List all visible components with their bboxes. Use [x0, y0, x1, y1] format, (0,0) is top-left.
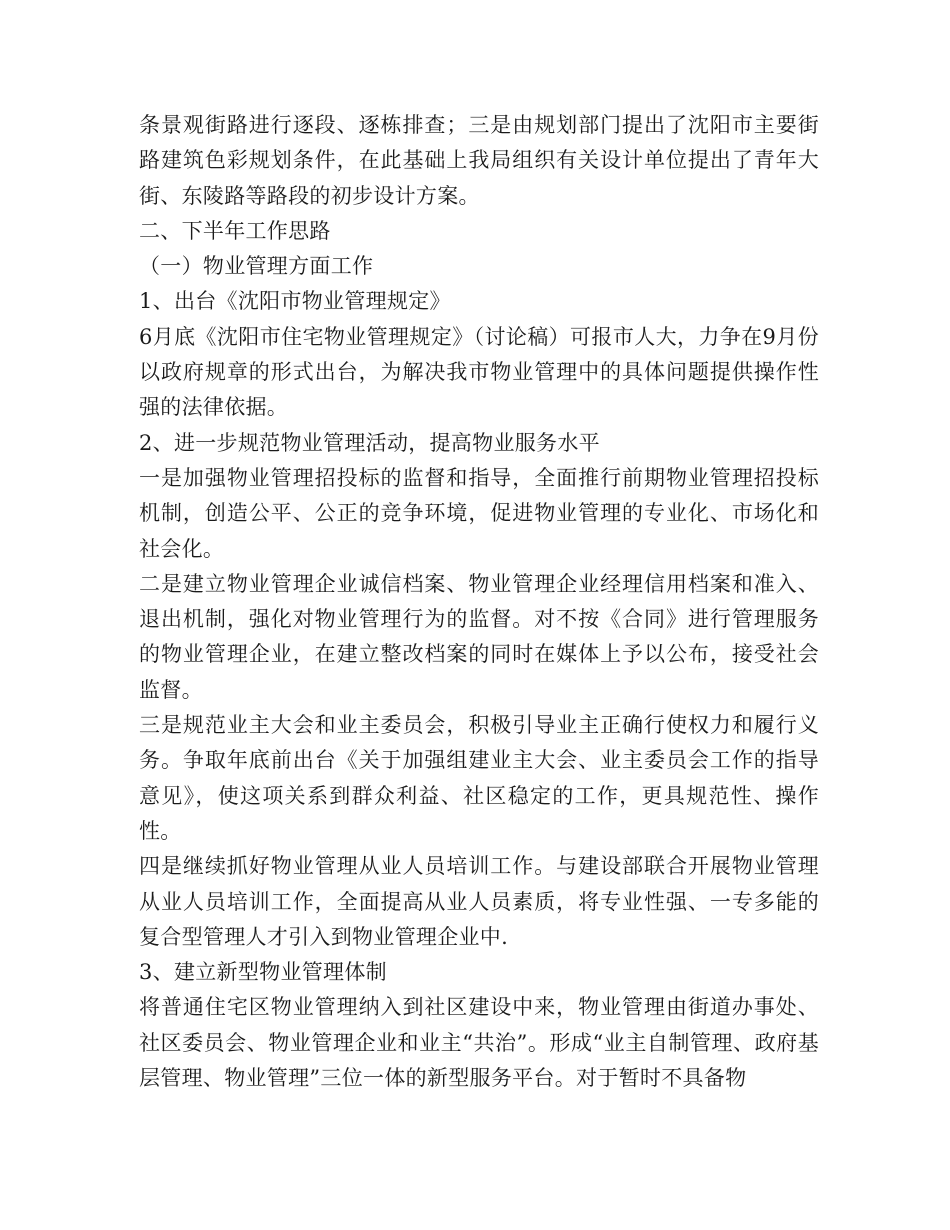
paragraph: 将普通住宅区物业管理纳入到社区建设中来，物业管理由街道办事处、社区委员会、物业管理企业和业主“共治”。形成“业主自制管理、政府基层管理、物业管理”三位一体的新型服务平台。对于暂时不具备物 — [139, 995, 819, 1091]
paragraph: 二是建立物业管理企业诚信档案、物业管理企业经理信用档案和准入、退出机制，强化对物业管理行为的监督。对不按《合同》进行管理服务的物业管理企业，在建立整改档案的同时在媒体上予以公布，接受社会监督。 — [139, 571, 819, 702]
item-heading: 3、建立新型物业管理体制 — [139, 960, 387, 985]
item-heading: 1、出台《沈阳市物业管理规定》 — [139, 289, 451, 314]
paragraph: 一是加强物业管理招投标的监督和指导，全面推行前期物业管理招投标机制，创造公平、公正的竞争环境，促进物业管理的专业化、市场化和社会化。 — [139, 465, 819, 561]
section-heading: 二、下半年工作思路 — [139, 218, 331, 243]
paragraph: 三是规范业主大会和业主委员会，积极引导业主正确行使权力和履行义务。争取年底前出台《关于加强组建业主大会、业主委员会工作的指导意见》，使这项关系到群众利益、社区稳定的工作，更具规范性、操作性。 — [139, 713, 819, 843]
paragraph: 四是继续抓好物业管理从业人员培训工作。与建设部联合开展物业管理从业人员培训工作，全面提高从业人员素质，将专业性强、一专多能的复合型管理人才引入到物业管理企业中. — [139, 854, 819, 949]
paragraph: 条景观街路进行逐段、逐栋排查；三是由规划部门提出了沈阳市主要街路建筑色彩规划条件，在此基础上我局组织有关设计单位提出了青年大街、东陵路等路段的初步设计方案。 — [139, 113, 819, 208]
subsection-heading: （一）物业管理方面工作 — [139, 254, 374, 279]
paragraph: 6月底《沈阳市住宅物业管理规定》（讨论稿）可报市人大，力争在9月份以政府规章的形式出台，为解决我市物业管理中的具体问题提供操作性强的法律依据。 — [139, 324, 819, 420]
document-body — [139, 108, 819, 1096]
item-heading: 2、进一步规范物业管理活动，提高物业服务水平 — [139, 430, 600, 455]
